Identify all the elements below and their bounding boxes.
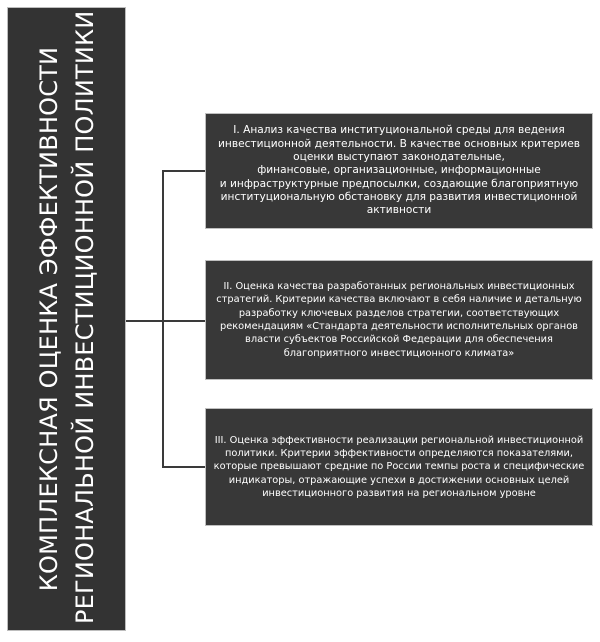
block-1-line-6: институциональную обстановку для развития инвестиционной: [220, 190, 578, 203]
block-3-line-2: политики. Критерии эффективности определяются показателями,: [224, 448, 574, 460]
connector-trunk-vertical: [162, 170, 164, 467]
criteria-block-1: [205, 113, 593, 229]
block-3-line-5: инвестиционного развития на региональном уровне: [262, 487, 536, 499]
connector-branch-3: [162, 466, 205, 468]
block-3-line-1: III. Оценка эффективности реализации региональной инвестиционной: [214, 434, 584, 446]
title-line-1: КОМПЛЕКСНАЯ ОЦЕНКА ЭФФЕКТИВНОСТИ: [34, 46, 63, 592]
criteria-block-2: [205, 260, 593, 380]
block-3-line-4: индикаторы, отражающие успехи в достижении основных целей: [228, 474, 570, 486]
criteria-block-1-text: [218, 124, 580, 217]
block-1-line-7: активности: [366, 204, 432, 217]
connector-trunk-horizontal: [126, 320, 163, 322]
criteria-block-3-text: [214, 434, 585, 500]
block-2-line-2: стратегий. Критерии качества включают в себя наличие и детальную: [216, 294, 582, 306]
title-panel: [7, 7, 126, 631]
block-2-line-1: II. Оценка качества разработанных региональных инвестиционных: [223, 281, 575, 293]
connector-branch-1: [162, 170, 205, 172]
title-line-2: РЕГИОНАЛЬНОЙ ИНВЕСТИЦИОННОЙ ПОЛИТИКИ: [70, 10, 99, 624]
block-1-line-2: инвестиционной деятельности. В качестве основных критериев: [218, 137, 580, 150]
block-2-line-4: рекомендациям «Стандарта деятельности исполнительных органов: [220, 321, 578, 332]
block-1-line-4: финансовые, организационные, информационные: [257, 164, 541, 177]
criteria-block-2-text: [216, 280, 581, 360]
diagram-title: [31, 10, 103, 624]
block-2-line-3: разработку ключевых разделов стратегии, соответствующих: [238, 307, 560, 319]
block-2-line-5: власти субъектов Российской Федерации для обеспечения: [245, 334, 553, 346]
block-3-line-3: которые превышают средние по России темпы роста и специфические: [213, 461, 585, 473]
block-2-line-6: благоприятного инвестиционного климата»: [283, 347, 515, 359]
criteria-block-3: [205, 408, 593, 526]
block-1-line-1: I. Анализ качества институциональной среды для ведения: [233, 124, 565, 137]
block-1-line-3: оценки выступают законодательные,: [293, 151, 505, 164]
block-1-line-5: и инфраструктурные предпосылки, создающие благоприятную: [219, 177, 579, 190]
connector-branch-2: [162, 320, 205, 322]
